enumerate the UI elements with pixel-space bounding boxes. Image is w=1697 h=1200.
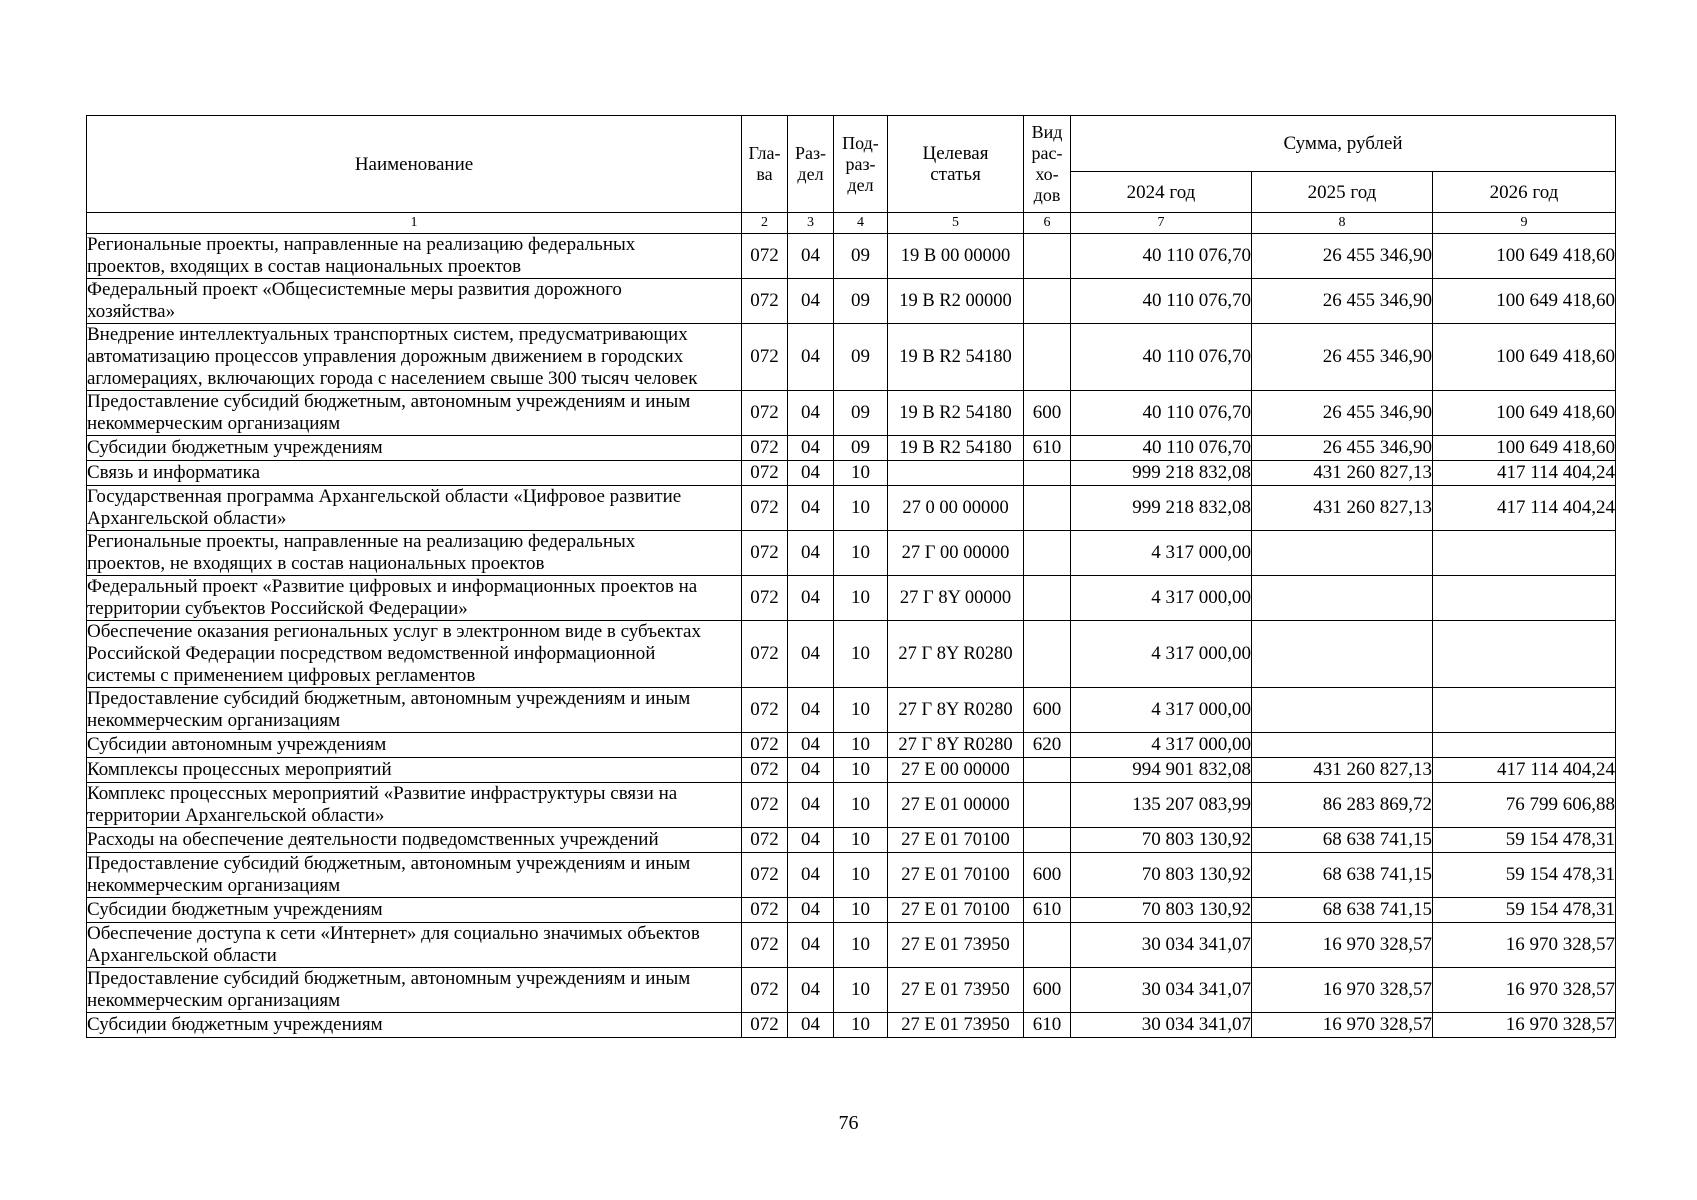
amount-2025: 431 260 827,13: [1252, 461, 1433, 486]
amount-2025: 26 455 346,90: [1252, 324, 1433, 391]
chapter-code: 072: [742, 324, 788, 391]
table-row: [87, 968, 1616, 1013]
target-article: [888, 461, 1024, 486]
subsection-code: 09: [834, 391, 888, 436]
section-code: 04: [788, 828, 834, 853]
subsection-code: 09: [834, 279, 888, 324]
header-glava: Гла- ва: [742, 116, 788, 213]
amount-2024: 999 218 832,08: [1071, 486, 1252, 531]
item-name: Внедрение интеллектуальных транспортных систем, предусматривающих автоматизацию процессов управления дорожным движением в городских агломерациях, включающих города с населением свыше 300 тысяч человек: [87, 324, 742, 391]
subsection-code: 10: [834, 783, 888, 828]
table-row: [87, 234, 1616, 279]
target-article: 27 Г 8Y R0280: [888, 733, 1024, 758]
section-code: 04: [788, 1013, 834, 1038]
expense-type: [1024, 828, 1071, 853]
column-number: 5: [888, 213, 1024, 234]
amount-2025: 16 970 328,57: [1252, 968, 1433, 1013]
section-code: 04: [788, 576, 834, 621]
item-name: Комплексы процессных мероприятий: [87, 758, 742, 783]
table-row: [87, 828, 1616, 853]
column-number: 3: [788, 213, 834, 234]
amount-2026: [1433, 621, 1616, 688]
amount-2024: 70 803 130,92: [1071, 828, 1252, 853]
section-code: 04: [788, 486, 834, 531]
column-number: 4: [834, 213, 888, 234]
section-code: 04: [788, 968, 834, 1013]
chapter-code: 072: [742, 828, 788, 853]
expense-type: [1024, 758, 1071, 783]
amount-2025: 26 455 346,90: [1252, 279, 1433, 324]
amount-2024: 40 110 076,70: [1071, 436, 1252, 461]
amount-2026: 100 649 418,60: [1433, 234, 1616, 279]
item-name: Субсидии бюджетным учреждениям: [87, 436, 742, 461]
amount-2025: [1252, 688, 1433, 733]
item-name: Предоставление субсидий бюджетным, автономным учреждениям и иным некоммерческим организациям: [87, 968, 742, 1013]
table-row: [87, 279, 1616, 324]
chapter-code: 072: [742, 783, 788, 828]
item-name: Федеральный проект «Общесистемные меры развития дорожного хозяйства»: [87, 279, 742, 324]
amount-2026: 59 154 478,31: [1433, 898, 1616, 923]
amount-2024: 4 317 000,00: [1071, 688, 1252, 733]
target-article: 27 Г 8Y R0280: [888, 688, 1024, 733]
item-name: Комплекс процессных мероприятий «Развитие инфраструктуры связи на территории Архангельской области»: [87, 783, 742, 828]
item-name: Предоставление субсидий бюджетным, автономным учреждениям и иным некоммерческим организациям: [87, 853, 742, 898]
table-row: [87, 391, 1616, 436]
section-code: 04: [788, 391, 834, 436]
table-row: [87, 688, 1616, 733]
amount-2024: 40 110 076,70: [1071, 391, 1252, 436]
target-article: 19 В R2 00000: [888, 279, 1024, 324]
amount-2025: 68 638 741,15: [1252, 898, 1433, 923]
amount-2025: 86 283 869,72: [1252, 783, 1433, 828]
header-target-article: Целевая статья: [888, 116, 1024, 213]
subsection-code: 10: [834, 486, 888, 531]
expense-type: [1024, 576, 1071, 621]
column-number: 8: [1252, 213, 1433, 234]
chapter-code: 072: [742, 234, 788, 279]
amount-2026: [1433, 531, 1616, 576]
target-article: 19 В R2 54180: [888, 391, 1024, 436]
item-name: Государственная программа Архангельской области «Цифровое развитие Архангельской области»: [87, 486, 742, 531]
target-article: 19 В R2 54180: [888, 324, 1024, 391]
item-name: Субсидии автономным учреждениям: [87, 733, 742, 758]
header-year-2026: 2026 год: [1433, 172, 1616, 213]
table-row: [87, 621, 1616, 688]
amount-2025: 26 455 346,90: [1252, 391, 1433, 436]
section-code: 04: [788, 898, 834, 923]
section-code: 04: [788, 531, 834, 576]
chapter-code: 072: [742, 391, 788, 436]
section-code: 04: [788, 234, 834, 279]
section-code: 04: [788, 733, 834, 758]
subsection-code: 10: [834, 828, 888, 853]
amount-2025: 26 455 346,90: [1252, 436, 1433, 461]
budget-table: [86, 115, 1616, 1038]
subsection-code: 10: [834, 758, 888, 783]
item-name: Обеспечение доступа к сети «Интернет» для социально значимых объектов Архангельской области: [87, 923, 742, 968]
section-code: 04: [788, 461, 834, 486]
amount-2025: 26 455 346,90: [1252, 234, 1433, 279]
chapter-code: 072: [742, 621, 788, 688]
target-article: 27 Е 01 73950: [888, 923, 1024, 968]
header-razdel: Раз- дел: [788, 116, 834, 213]
amount-2024: 40 110 076,70: [1071, 324, 1252, 391]
header-sum: Сумма, рублей: [1071, 116, 1616, 172]
table-row: [87, 898, 1616, 923]
amount-2026: [1433, 733, 1616, 758]
amount-2026: 417 114 404,24: [1433, 461, 1616, 486]
chapter-code: 072: [742, 1013, 788, 1038]
subsection-code: 10: [834, 688, 888, 733]
amount-2026: 59 154 478,31: [1433, 828, 1616, 853]
amount-2025: 16 970 328,57: [1252, 923, 1433, 968]
amount-2024: 994 901 832,08: [1071, 758, 1252, 783]
table-row: [87, 531, 1616, 576]
chapter-code: 072: [742, 968, 788, 1013]
subsection-code: 10: [834, 898, 888, 923]
chapter-code: 072: [742, 898, 788, 923]
target-article: 27 Г 8Y R0280: [888, 621, 1024, 688]
subsection-code: 10: [834, 923, 888, 968]
section-code: 04: [788, 279, 834, 324]
column-number: 6: [1024, 213, 1071, 234]
table-row: [87, 783, 1616, 828]
item-name: Расходы на обеспечение деятельности подведомственных учреждений: [87, 828, 742, 853]
amount-2026: 100 649 418,60: [1433, 279, 1616, 324]
amount-2024: 30 034 341,07: [1071, 1013, 1252, 1038]
amount-2026: 417 114 404,24: [1433, 486, 1616, 531]
expense-type: 610: [1024, 436, 1071, 461]
header-expense-type: Вид рас- хо- дов: [1024, 116, 1071, 213]
table-row: [87, 324, 1616, 391]
table-row: [87, 461, 1616, 486]
item-name: Региональные проекты, направленные на реализацию федеральных проектов, не входящих в состав национальных проектов: [87, 531, 742, 576]
column-number: 2: [742, 213, 788, 234]
subsection-code: 09: [834, 436, 888, 461]
expense-type: [1024, 324, 1071, 391]
amount-2025: 68 638 741,15: [1252, 828, 1433, 853]
section-code: 04: [788, 621, 834, 688]
target-article: 27 Г 00 00000: [888, 531, 1024, 576]
amount-2026: 100 649 418,60: [1433, 324, 1616, 391]
item-name: Федеральный проект «Развитие цифровых и информационных проектов на территории субъектов Российской Федерации»: [87, 576, 742, 621]
amount-2025: [1252, 733, 1433, 758]
page-number: 76: [838, 1112, 859, 1134]
subsection-code: 09: [834, 234, 888, 279]
target-article: 27 Г 8Y 00000: [888, 576, 1024, 621]
expense-type: 620: [1024, 733, 1071, 758]
chapter-code: 072: [742, 853, 788, 898]
chapter-code: 072: [742, 576, 788, 621]
chapter-code: 072: [742, 461, 788, 486]
item-name: Субсидии бюджетным учреждениям: [87, 1013, 742, 1038]
table-row: [87, 1013, 1616, 1038]
chapter-code: 072: [742, 688, 788, 733]
amount-2024: 30 034 341,07: [1071, 923, 1252, 968]
amount-2025: [1252, 621, 1433, 688]
chapter-code: 072: [742, 436, 788, 461]
section-code: 04: [788, 853, 834, 898]
amount-2024: 70 803 130,92: [1071, 898, 1252, 923]
expense-type: [1024, 279, 1071, 324]
chapter-code: 072: [742, 923, 788, 968]
expense-type: [1024, 923, 1071, 968]
amount-2026: 100 649 418,60: [1433, 391, 1616, 436]
target-article: 27 Е 01 73950: [888, 1013, 1024, 1038]
amount-2024: 40 110 076,70: [1071, 279, 1252, 324]
amount-2024: 4 317 000,00: [1071, 733, 1252, 758]
amount-2026: 59 154 478,31: [1433, 853, 1616, 898]
chapter-code: 072: [742, 279, 788, 324]
chapter-code: 072: [742, 758, 788, 783]
chapter-code: 072: [742, 733, 788, 758]
target-article: 19 В R2 54180: [888, 436, 1024, 461]
amount-2026: 16 970 328,57: [1433, 968, 1616, 1013]
subsection-code: 10: [834, 576, 888, 621]
table-row: [87, 758, 1616, 783]
subsection-code: 10: [834, 733, 888, 758]
item-name: Связь и информатика: [87, 461, 742, 486]
amount-2025: 431 260 827,13: [1252, 758, 1433, 783]
section-code: 04: [788, 923, 834, 968]
item-name: Субсидии бюджетным учреждениям: [87, 898, 742, 923]
subsection-code: 10: [834, 621, 888, 688]
header-name: Наименование: [87, 116, 742, 213]
amount-2025: [1252, 531, 1433, 576]
amount-2024: 4 317 000,00: [1071, 621, 1252, 688]
expense-type: [1024, 621, 1071, 688]
header-year-2024: 2024 год: [1071, 172, 1252, 213]
subsection-code: 10: [834, 968, 888, 1013]
item-name: Обеспечение оказания региональных услуг в электронном виде в субъектах Российской Федерации посредством ведомственной информационной системы с применением цифровых регламентов: [87, 621, 742, 688]
amount-2024: 4 317 000,00: [1071, 576, 1252, 621]
amount-2024: 999 218 832,08: [1071, 461, 1252, 486]
target-article: 27 Е 01 70100: [888, 898, 1024, 923]
section-code: 04: [788, 783, 834, 828]
item-name: Региональные проекты, направленные на реализацию федеральных проектов, входящих в состав национальных проектов: [87, 234, 742, 279]
target-article: 27 Е 01 00000: [888, 783, 1024, 828]
column-number: 7: [1071, 213, 1252, 234]
table-row: [87, 853, 1616, 898]
amount-2024: 4 317 000,00: [1071, 531, 1252, 576]
subsection-code: 10: [834, 461, 888, 486]
expense-type: 610: [1024, 1013, 1071, 1038]
header-podrazdel: Под- раз- дел: [834, 116, 888, 213]
chapter-code: 072: [742, 531, 788, 576]
amount-2024: 30 034 341,07: [1071, 968, 1252, 1013]
subsection-code: 09: [834, 324, 888, 391]
amount-2024: 135 207 083,99: [1071, 783, 1252, 828]
expense-type: [1024, 486, 1071, 531]
subsection-code: 10: [834, 531, 888, 576]
amount-2025: 431 260 827,13: [1252, 486, 1433, 531]
target-article: 27 Е 01 70100: [888, 828, 1024, 853]
table-row: [87, 576, 1616, 621]
table-row: [87, 436, 1616, 461]
target-article: 27 Е 01 70100: [888, 853, 1024, 898]
amount-2026: 16 970 328,57: [1433, 923, 1616, 968]
amount-2026: 100 649 418,60: [1433, 436, 1616, 461]
subsection-code: 10: [834, 853, 888, 898]
amount-2025: 16 970 328,57: [1252, 1013, 1433, 1038]
expense-type: [1024, 783, 1071, 828]
expense-type: 600: [1024, 688, 1071, 733]
target-article: 19 В 00 00000: [888, 234, 1024, 279]
section-code: 04: [788, 758, 834, 783]
amount-2026: 417 114 404,24: [1433, 758, 1616, 783]
expense-type: [1024, 461, 1071, 486]
header-year-2025: 2025 год: [1252, 172, 1433, 213]
amount-2024: 40 110 076,70: [1071, 234, 1252, 279]
subsection-code: 10: [834, 1013, 888, 1038]
table-row: [87, 733, 1616, 758]
target-article: 27 Е 01 73950: [888, 968, 1024, 1013]
amount-2025: 68 638 741,15: [1252, 853, 1433, 898]
section-code: 04: [788, 436, 834, 461]
column-number-row: [87, 213, 1616, 234]
target-article: 27 0 00 00000: [888, 486, 1024, 531]
expense-type: 600: [1024, 968, 1071, 1013]
column-number: 9: [1433, 213, 1616, 234]
amount-2026: 16 970 328,57: [1433, 1013, 1616, 1038]
table-row: [87, 923, 1616, 968]
amount-2026: [1433, 576, 1616, 621]
expense-type: 610: [1024, 898, 1071, 923]
chapter-code: 072: [742, 486, 788, 531]
target-article: 27 Е 00 00000: [888, 758, 1024, 783]
table-row: [87, 486, 1616, 531]
expense-type: 600: [1024, 391, 1071, 436]
expense-type: [1024, 234, 1071, 279]
amount-2026: [1433, 688, 1616, 733]
expense-type: [1024, 531, 1071, 576]
amount-2026: 76 799 606,88: [1433, 783, 1616, 828]
amount-2024: 70 803 130,92: [1071, 853, 1252, 898]
item-name: Предоставление субсидий бюджетным, автономным учреждениям и иным некоммерческим организациям: [87, 688, 742, 733]
section-code: 04: [788, 688, 834, 733]
section-code: 04: [788, 324, 834, 391]
item-name: Предоставление субсидий бюджетным, автономным учреждениям и иным некоммерческим организациям: [87, 391, 742, 436]
column-number: 1: [87, 213, 742, 234]
amount-2025: [1252, 576, 1433, 621]
expense-type: 600: [1024, 853, 1071, 898]
